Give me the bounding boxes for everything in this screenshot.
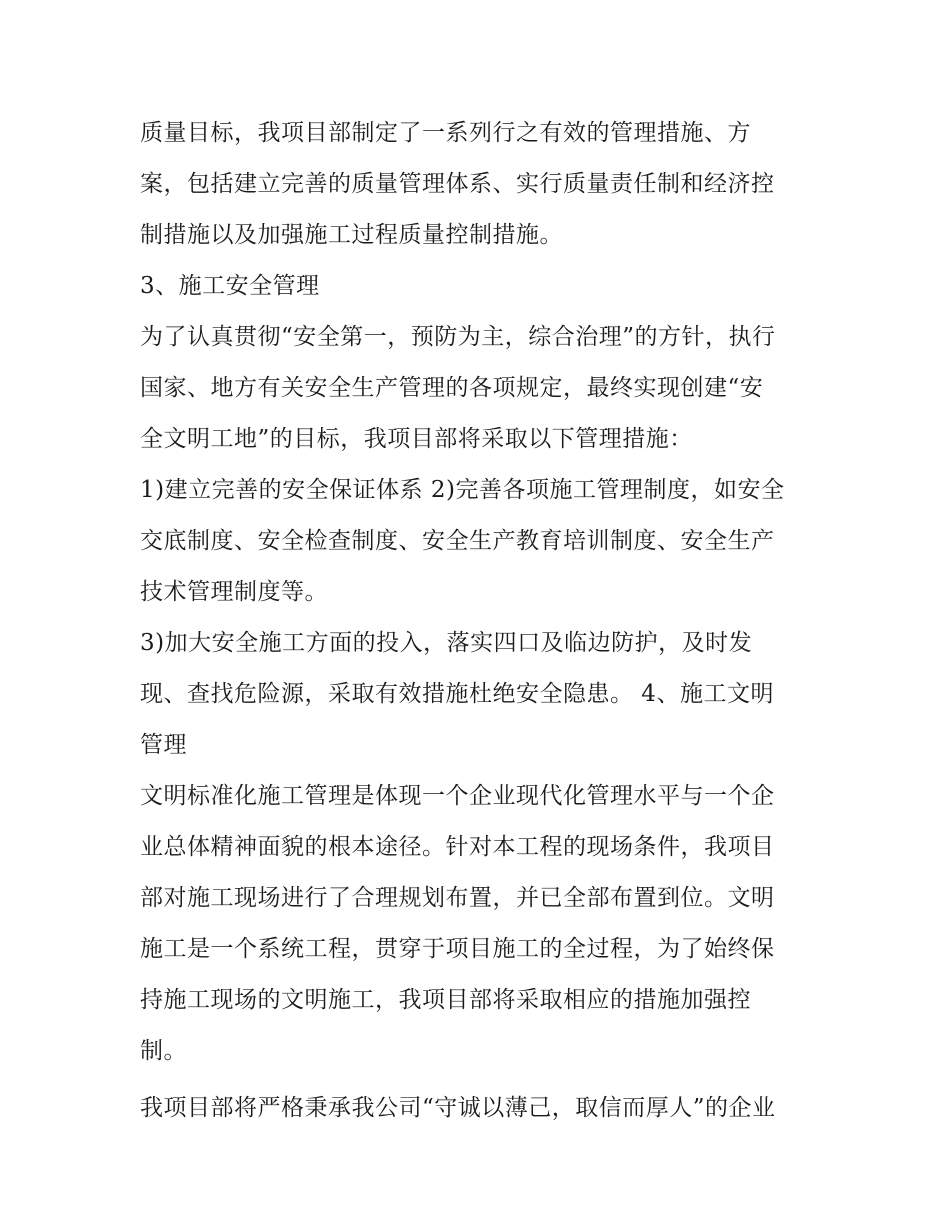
text-line: 3)加大安全施工方面的投入，落实四口及临边防护，及时发 <box>140 630 753 656</box>
text-line: 技术管理制度等。 <box>140 579 328 605</box>
text-line: 施工是一个系统工程，贯穿于项目施工的全过程，为了始终保 <box>140 936 775 962</box>
body-text <box>140 108 820 1134</box>
text-line: 管理 <box>140 732 187 758</box>
section-heading: 3、施工安全管理 <box>140 273 320 299</box>
text-line: 业总体精神面貌的根本途径。针对本工程的现场条件，我项目 <box>140 834 775 860</box>
text-line: 1)建立完善的安全保证体系 2)完善各项施工管理制度，如安全 <box>140 477 785 503</box>
text-line: 质量目标，我项目部制定了一系列行之有效的管理措施、方 <box>140 120 751 146</box>
text-line: 文明标准化施工管理是体现一个企业现代化管理水平与一个企 <box>140 783 775 809</box>
text-line: 我项目部将严格秉承我公司“守诚以薄己，取信而厚人”的企业 <box>140 1095 776 1121</box>
text-line: 现、查找危险源，采取有效措施杜绝安全隐患。 4、施工文明 <box>140 681 774 707</box>
text-line: 制。 <box>140 1038 187 1064</box>
text-line: 制措施以及加强施工过程质量控制措施。 <box>140 222 563 248</box>
text-line: 交底制度、安全检查制度、安全生产教育培训制度、安全生产 <box>140 528 775 554</box>
text-line: 部对施工现场进行了合理规划布置，并已全部布置到位。文明 <box>140 885 775 911</box>
text-line: 国家、地方有关安全生产管理的各项规定，最终实现创建“安 <box>140 375 764 401</box>
text-line: 全文明工地”的目标，我项目部将采取以下管理措施： <box>140 426 693 452</box>
text-line: 持施工现场的文明施工，我项目部将采取相应的措施加强控 <box>140 987 751 1013</box>
text-line: 为了认真贯彻“安全第一，预防为主，综合治理”的方针，执行 <box>140 324 776 350</box>
text-line: 案，包括建立完善的质量管理体系、实行质量责任制和经济控 <box>140 171 775 197</box>
